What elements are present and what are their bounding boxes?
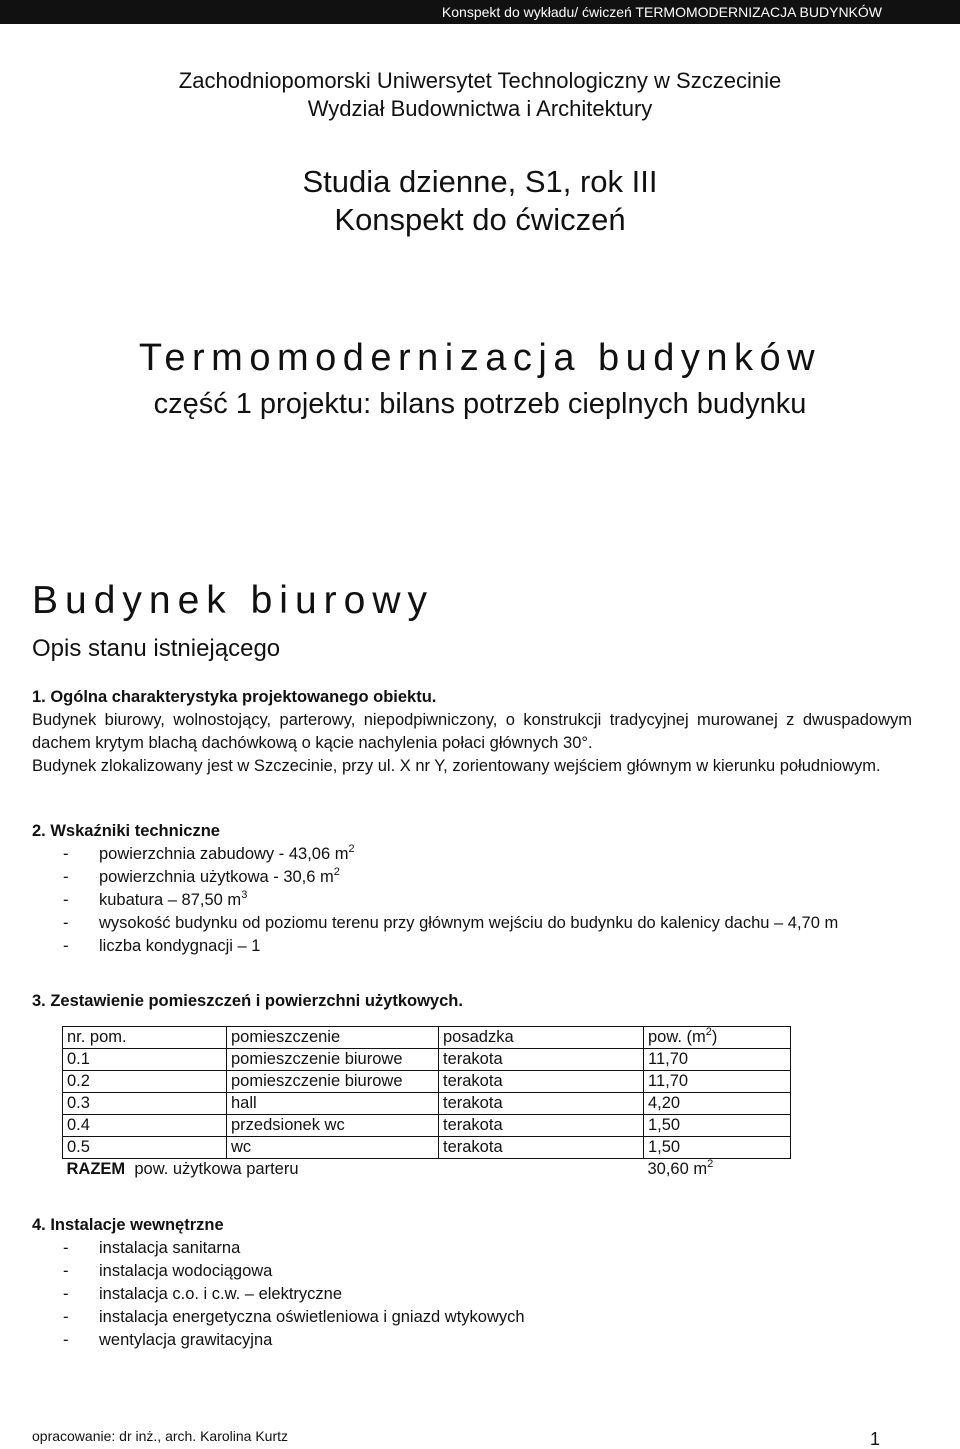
list-item: - wysokość budynku od poziomu terenu przy głównym wejściu do budynku do kalenicy dachu – 4,70 m (63, 914, 839, 932)
table-cell: terakota (439, 1137, 644, 1159)
column-header: nr. pom. (63, 1027, 227, 1049)
table-cell: 1,50 (644, 1137, 791, 1159)
list-item: - liczba kondygnacji – 1 (63, 937, 261, 955)
table-row (63, 1071, 791, 1093)
total-label: RAZEM (66, 1160, 126, 1178)
faculty-name: Wydział Budownictwa i Architektury (307, 96, 653, 121)
document-title: Termomodernizacja budynków (138, 337, 822, 379)
list-item: - instalacja energetyczna oświetleniowa i gniazd wtykowych (63, 1308, 525, 1326)
institution-block (0, 67, 960, 123)
university-name: Zachodniopomorski Uniwersytet Technologiczny w Szczecinie (178, 68, 782, 93)
table-cell: terakota (439, 1049, 644, 1071)
page-number: 1 (869, 1429, 880, 1449)
installations-list (32, 1237, 912, 1352)
building-heading: Budynek biurowy (32, 579, 434, 622)
table-cell: terakota (439, 1071, 644, 1093)
list-item: - powierzchnia użytkowa - 30,6 $m^2$ (63, 866, 340, 886)
table-row (63, 1137, 791, 1159)
table-cell: 4,20 (644, 1093, 791, 1115)
table-cell: 0.5 (63, 1137, 227, 1159)
state-heading: Opis stanu istniejącego (32, 635, 281, 662)
table-cell: wc (227, 1137, 439, 1159)
footer-author: opracowanie: dr inż., arch. Karolina Kurtz (32, 1428, 289, 1444)
total-value: 30,60 $m^2$ (647, 1158, 714, 1178)
section1-body (32, 709, 912, 778)
list-item: - wentylacja grawitacyjna (63, 1331, 273, 1349)
column-header: pow. $(m^2)$ (644, 1027, 791, 1049)
section1-paragraph-1: Budynek biurowy, wolnostojący, parterowy, niepodpiwniczony, o konstrukcji tradycyjnej murowanej z dwuspadowym dachem krytym blachą dachówkową o kącie nachylenia połaci głównych 30°. (32, 711, 912, 752)
running-header-title: Konspekt do wykładu/ ćwiczeń TERMOMODERNIZACJA BUDYNKÓW (441, 4, 882, 20)
column-header: posadzka (439, 1027, 644, 1049)
table-row (63, 1093, 791, 1115)
table-cell: terakota (439, 1115, 644, 1137)
table-cell: 0.3 (63, 1093, 227, 1115)
table-cell: 1,50 (644, 1115, 791, 1137)
table-cell: pomieszczenie biurowe (227, 1071, 439, 1093)
table-cell: 0.1 (63, 1049, 227, 1071)
section4-heading: 4. Instalacje wewnętrzne (32, 1216, 224, 1234)
table-cell: terakota (439, 1093, 644, 1115)
table-cell: pomieszczenie biurowe (227, 1049, 439, 1071)
document-subtitle: część 1 projektu: bilans potrzeb cieplnych budynku (153, 388, 807, 420)
section1-paragraph-2: Budynek zlokalizowany jest w Szczecinie, przy ul. X nr Y, zorientowany wejściem głównym w kierunku południowym. (32, 757, 881, 775)
studies-line: Studia dzienne, S1, rok III (302, 164, 658, 199)
total-description: pow. użytkowa parteru (134, 1160, 299, 1178)
list-item: - powierzchnia zabudowy - 43,06 $m^2$ (63, 843, 355, 863)
table-header-row (63, 1027, 791, 1049)
list-item: - kubatura – 87,50 $m^3$ (63, 889, 248, 909)
column-header: pomieszczenie (227, 1027, 439, 1049)
rooms-table (62, 1026, 791, 1180)
table-total-row (63, 1159, 791, 1181)
total-label-cell (63, 1159, 644, 1181)
table-cell: 0.2 (63, 1071, 227, 1093)
studies-block (0, 163, 960, 239)
section3-heading: 3. Zestawienie pomieszczeń i powierzchni użytkowych. (32, 992, 463, 1010)
technical-indicators-list (32, 843, 912, 958)
section2-heading: 2. Wskaźniki techniczne (32, 822, 220, 840)
table-cell: 11,70 (644, 1049, 791, 1071)
konspekt-line: Konspekt do ćwiczeń (334, 202, 626, 237)
table-cell: hall (227, 1093, 439, 1115)
list-item: - instalacja c.o. i c.w. – elektryczne (63, 1285, 343, 1303)
table-cell: przedsionek wc (227, 1115, 439, 1137)
table-row (63, 1049, 791, 1071)
table-row (63, 1115, 791, 1137)
table-cell: 11,70 (644, 1071, 791, 1093)
list-item: - instalacja wodociągowa (63, 1262, 273, 1280)
list-item: - instalacja sanitarna (63, 1239, 241, 1257)
section1-heading: 1. Ogólna charakterystyka projektowanego obiektu. (32, 688, 437, 706)
table-cell: 0.4 (63, 1115, 227, 1137)
running-header (0, 0, 960, 24)
